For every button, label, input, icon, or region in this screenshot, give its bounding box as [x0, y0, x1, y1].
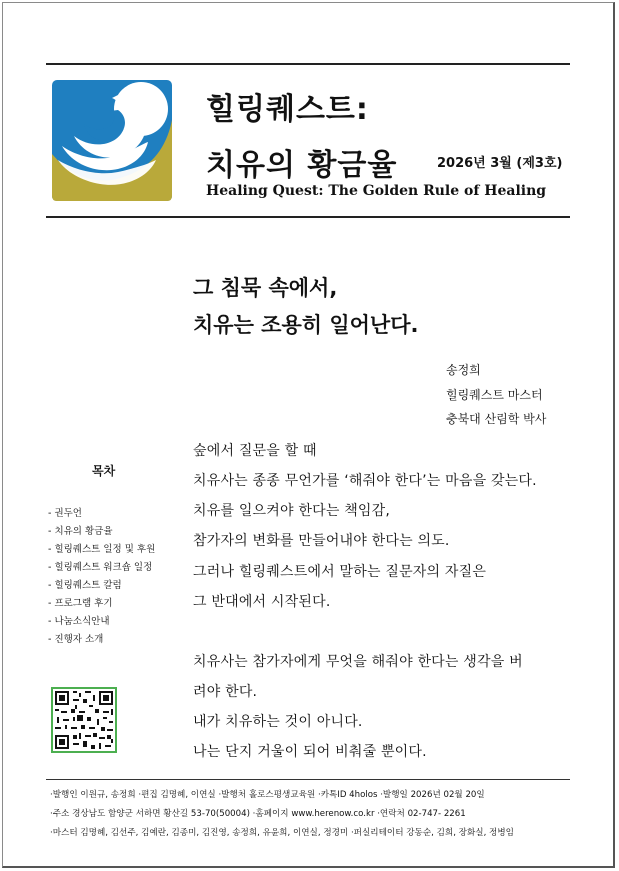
toc-item[interactable]: - 프로그램 후기 — [48, 595, 155, 613]
body-line: 그러나 힐링퀘스트에서 말하는 질문자의 자질은 — [193, 564, 487, 580]
newsletter-subtitle: Healing Quest: The Golden Rule of Healing — [206, 183, 547, 199]
body-line: 숲에서 질문을 할 때 — [193, 443, 317, 459]
healing-quest-logo — [52, 80, 172, 201]
article-headline-line2: 치유는 조용히 일어난다. — [193, 313, 419, 337]
body-line: 치유사는 참가자에게 무엇을 해줘야 한다는 생각을 버 — [193, 654, 523, 670]
qr-code[interactable] — [51, 687, 117, 753]
newsletter-title-line1: 힐링퀘스트: — [206, 92, 369, 127]
footer-rule — [46, 779, 570, 780]
article-headline-line1: 그 침묵 속에서, — [193, 276, 338, 300]
body-line: 내가 치유하는 것이 아니다. — [193, 714, 363, 730]
toc-item[interactable]: - 힐링퀘스트 워크숍 일정 — [48, 559, 155, 577]
author-role: 힐링퀘스트 마스터 — [446, 388, 543, 402]
header-bottom-rule — [46, 216, 570, 218]
body-line: 려야 한다. — [193, 684, 258, 700]
toc-list — [48, 505, 155, 649]
toc-item[interactable]: - 진행자 소개 — [48, 631, 155, 649]
toc-item[interactable]: - 권두언 — [48, 505, 155, 523]
newsletter-title-line2: 치유의 황금율 — [206, 148, 398, 183]
body-line: 참가자의 변화를 만들어내야 한다는 의도. — [193, 533, 450, 549]
body-line: 치유를 일으켜야 한다는 책임감, — [193, 503, 391, 519]
author-name: 송정희 — [446, 363, 481, 377]
body-line: 나는 단지 거울이 되어 비춰줄 뿐이다. — [193, 744, 427, 760]
header-top-rule — [46, 63, 570, 65]
toc-item[interactable]: - 나눔소식안내 — [48, 613, 155, 631]
body-line: 그 반대에서 시작된다. — [193, 594, 331, 610]
author-degree: 충북대 산림학 박사 — [446, 412, 547, 426]
footer-staff-line: ·마스터 김명혜, 김선주, 김예란, 김종미, 김진영, 송정희, 유윤희, 이연실, 정경미 ·퍼실리테이터 강동순, 김희, 장화실, 정병임 — [50, 828, 514, 838]
issue-date: 2026년 3월 (제3호) — [437, 156, 563, 171]
footer-publisher-line: ·발행인 이원규, 송정희 ·편집 김명혜, 이연실 ·발행처 홀로스평생교육원 ·카톡ID 4holos ·발행일 2026년 02월 20일 — [50, 790, 485, 800]
toc-title: 목차 — [92, 464, 116, 478]
toc-item[interactable]: - 힐링퀘스트 일정 및 후원 — [48, 541, 155, 559]
toc-item[interactable]: - 힐링퀘스트 칼럼 — [48, 577, 155, 595]
footer-address-line: ·주소 경상남도 함양군 서하면 황산길 53-70(50004) ·홈페이지 www.herenow.co.kr ·연락처 02-747- 2261 — [50, 809, 466, 819]
toc-item[interactable]: - 치유의 황금율 — [48, 523, 155, 541]
body-line: 치유사는 종종 무언가를 ‘해줘야 한다’는 마음을 갖는다. — [193, 473, 537, 489]
